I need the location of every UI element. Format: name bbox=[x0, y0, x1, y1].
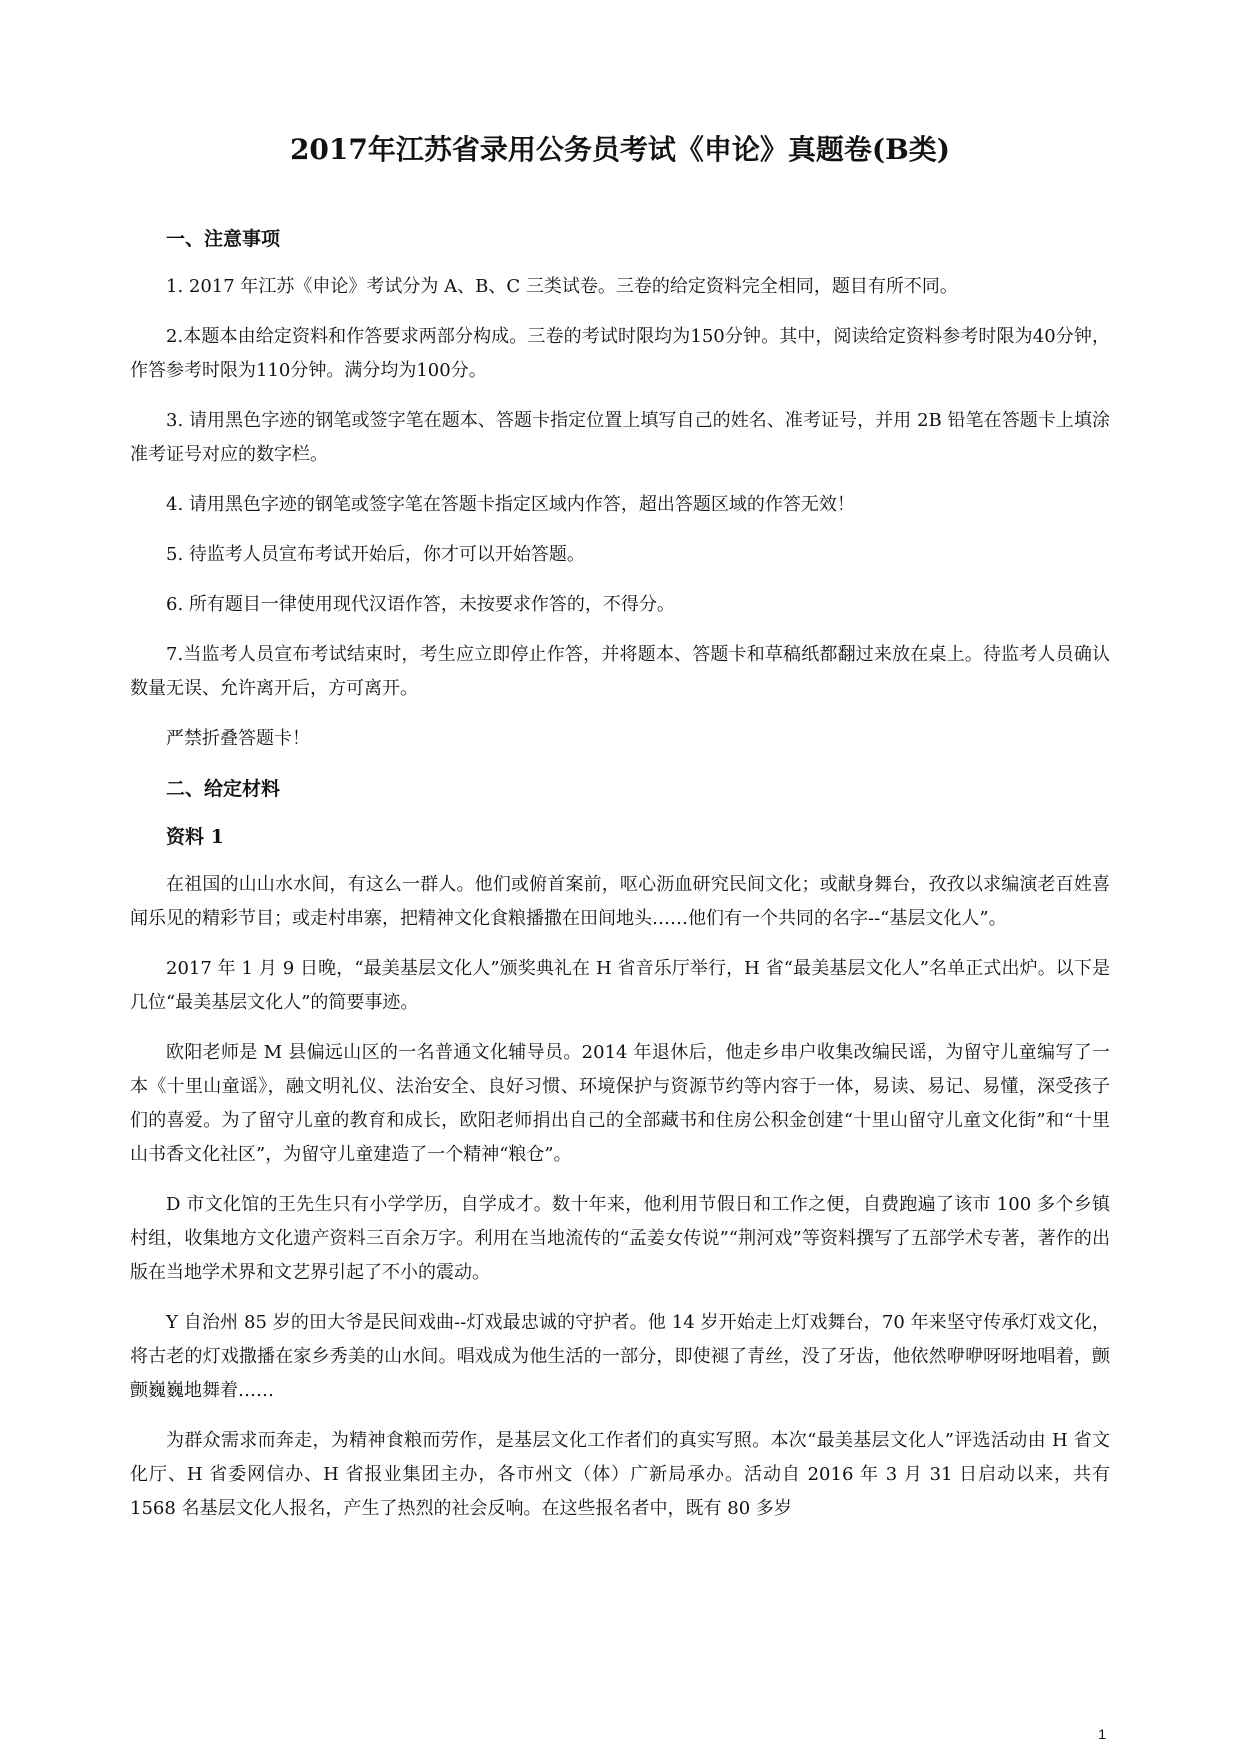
document-title: 2017年江苏省录用公务员考试《申论》真题卷(B类) bbox=[289, 133, 951, 166]
section-heading-materials: 二、给定材料 bbox=[166, 778, 281, 800]
notice-section bbox=[130, 222, 1110, 756]
notice-item-6: 6. 所有题目一律使用现代汉语作答，未按要求作答的，不得分。 bbox=[166, 594, 675, 615]
notice-item-1: 1. 2017 年江苏《申论》考试分为 A、B、C 三类试卷。三卷的给定资料完全相同，题目有所不同。 bbox=[166, 276, 958, 297]
material-paragraph: 在祖国的山山水水间，有这么一群人。他们或俯首案前，呕心沥血研究民间文化；或献身舞台，孜孜以求编演老百姓喜闻乐见的精彩节目；或走村串寨，把精神文化食粮播撒在田间地头……他们有一个共同的名字--“基层文化人”。 bbox=[130, 874, 1110, 929]
material-paragraph: D 市文化馆的王先生只有小学学历，自学成才。数十年来，他利用节假日和工作之便，自费跑遍了该市 100 多个乡镇村组，收集地方文化遗产资料三百余万字。利用在当地流传的“孟姜女传说”“荆河戏”等资料撰写了五部学术专著，著作的出版在当地学术界和文艺界引起了不小的震动。 bbox=[130, 1194, 1110, 1283]
notice-item-3: 3. 请用黑色字迹的钢笔或签字笔在题本、答题卡指定位置上填写自己的姓名、准考证号，并用 2B 铅笔在答题卡上填涂准考证号对应的数字栏。 bbox=[130, 410, 1110, 465]
material-paragraph: 2017 年 1 月 9 日晚，“最美基层文化人”颁奖典礼在 H 省音乐厅举行，H 省“最美基层文化人”名单正式出炉。以下是几位“最美基层文化人”的简要事迹。 bbox=[130, 958, 1110, 1013]
notice-item-7: 7.当监考人员宣布考试结束时，考生应立即停止作答，并将题本、答题卡和草稿纸都翻过来放在桌上。待监考人员确认数量无误、允许离开后，方可离开。 bbox=[130, 644, 1110, 699]
notice-item-4: 4. 请用黑色字迹的钢笔或签字笔在答题卡指定区域内作答，超出答题区域的作答无效！ bbox=[166, 494, 855, 515]
notice-item-5: 5. 待监考人员宣布考试开始后，你才可以开始答题。 bbox=[166, 544, 585, 565]
page-number: 1 bbox=[1098, 1726, 1106, 1742]
material-paragraph: Y 自治州 85 岁的田大爷是民间戏曲--灯戏最忠诚的守护者。他 14 岁开始走上灯戏舞台，70 年来坚守传承灯戏文化，将古老的灯戏撒播在家乡秀美的山水间。唱戏成为他生活的一部分，即使褪了青丝，没了牙齿，他依然咿咿呀呀地唱着，颤颤巍巍地舞着…… bbox=[130, 1312, 1110, 1401]
materials-section bbox=[130, 772, 1110, 1526]
notice-warning: 严禁折叠答题卡！ bbox=[166, 728, 310, 749]
notice-item-2: 2.本题本由给定资料和作答要求两部分构成。三卷的考试时限均为150分钟。其中，阅读给定资料参考时限为40分钟，作答参考时限为110分钟。满分均为100分。 bbox=[130, 326, 1110, 381]
document-body bbox=[130, 222, 1110, 1542]
material-paragraph: 为群众需求而奔走，为精神食粮而劳作，是基层文化工作者们的真实写照。本次“最美基层文化人”评选活动由 H 省文化厅、H 省委网信办、H 省报业集团主办，各市州文（体）广新局承办。活动自 2016 年 3 月 31 日启动以来，共有 1568 名基层文化人报名，产生了热烈的社会反响。在这些报名者中，既有 80 多岁 bbox=[130, 1430, 1110, 1519]
section-heading-notice: 一、注意事项 bbox=[166, 228, 281, 250]
material-paragraph: 欧阳老师是 M 县偏远山区的一名普通文化辅导员。2014 年退休后，他走乡串户收集改编民谣，为留守儿童编写了一本《十里山童谣》，融文明礼仪、法治安全、良好习惯、环境保护与资源节约等内容于一体，易读、易记、易懂，深受孩子们的喜爱。为了留守儿童的教育和成长，欧阳老师捐出自己的全部藏书和住房公积金创建“十里山留守儿童文化街”和“十里山书香文化社区”，为留守儿童建造了一个精神“粮仓”。 bbox=[130, 1042, 1110, 1165]
material-subheading: 资料 1 bbox=[166, 826, 224, 848]
